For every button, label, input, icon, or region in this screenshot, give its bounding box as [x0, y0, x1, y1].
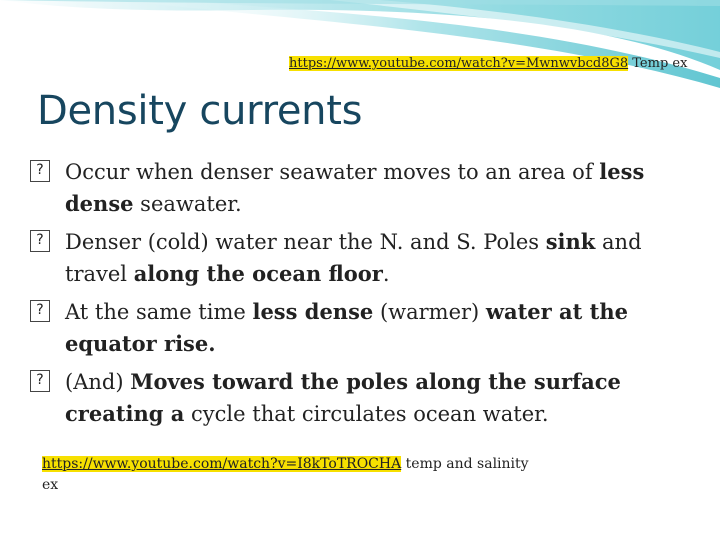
bullet-emphasis: water at the equator rise.	[65, 299, 628, 356]
bullet-text: (warmer)	[373, 300, 486, 324]
bullet-emphasis: Moves toward the poles along the surface creating a	[65, 369, 621, 426]
bullet-text: seawater.	[133, 192, 242, 216]
youtube-link-salinity[interactable]: https://www.youtube.com/watch?v=I8kToTROCHA	[42, 456, 402, 472]
bullet-marker-icon: ?	[30, 300, 50, 322]
bullet-item	[30, 226, 710, 290]
video-reference-top	[289, 54, 709, 73]
bottom-link-caption: temp and salinity ex	[42, 456, 529, 493]
bullet-item	[30, 366, 710, 430]
bullet-text: cycle that circulates ocean water.	[184, 402, 549, 426]
bullet-marker-icon: ?	[30, 230, 50, 252]
youtube-link-temp[interactable]: https://www.youtube.com/watch?v=Mwnwvbcd8G8	[289, 56, 629, 71]
slide-title: Density currents	[37, 88, 363, 134]
bullet-text: .	[382, 262, 390, 286]
bullet-text: Occur when denser seawater moves to an area of	[65, 160, 600, 184]
bullet-item	[30, 156, 710, 220]
bullet-emphasis: sink	[545, 229, 596, 254]
bullet-emphasis: along the ocean floor	[133, 261, 383, 286]
header-swoosh-decoration	[0, 0, 720, 100]
bullet-text: (And)	[65, 370, 131, 394]
bullet-marker-icon: ?	[30, 160, 50, 182]
top-link-caption: Temp ex	[628, 56, 688, 71]
bullet-text: Denser (cold) water near the N. and S. Poles	[65, 230, 546, 254]
bullet-emphasis: less dense	[65, 159, 645, 216]
bullet-item	[30, 296, 710, 360]
bullet-marker-icon: ?	[30, 370, 50, 392]
bullet-text: and travel	[65, 230, 642, 286]
bullet-emphasis: less dense	[252, 299, 374, 324]
bullet-text: At the same time	[65, 300, 253, 324]
video-reference-bottom	[42, 454, 542, 496]
bullet-list	[30, 156, 710, 436]
